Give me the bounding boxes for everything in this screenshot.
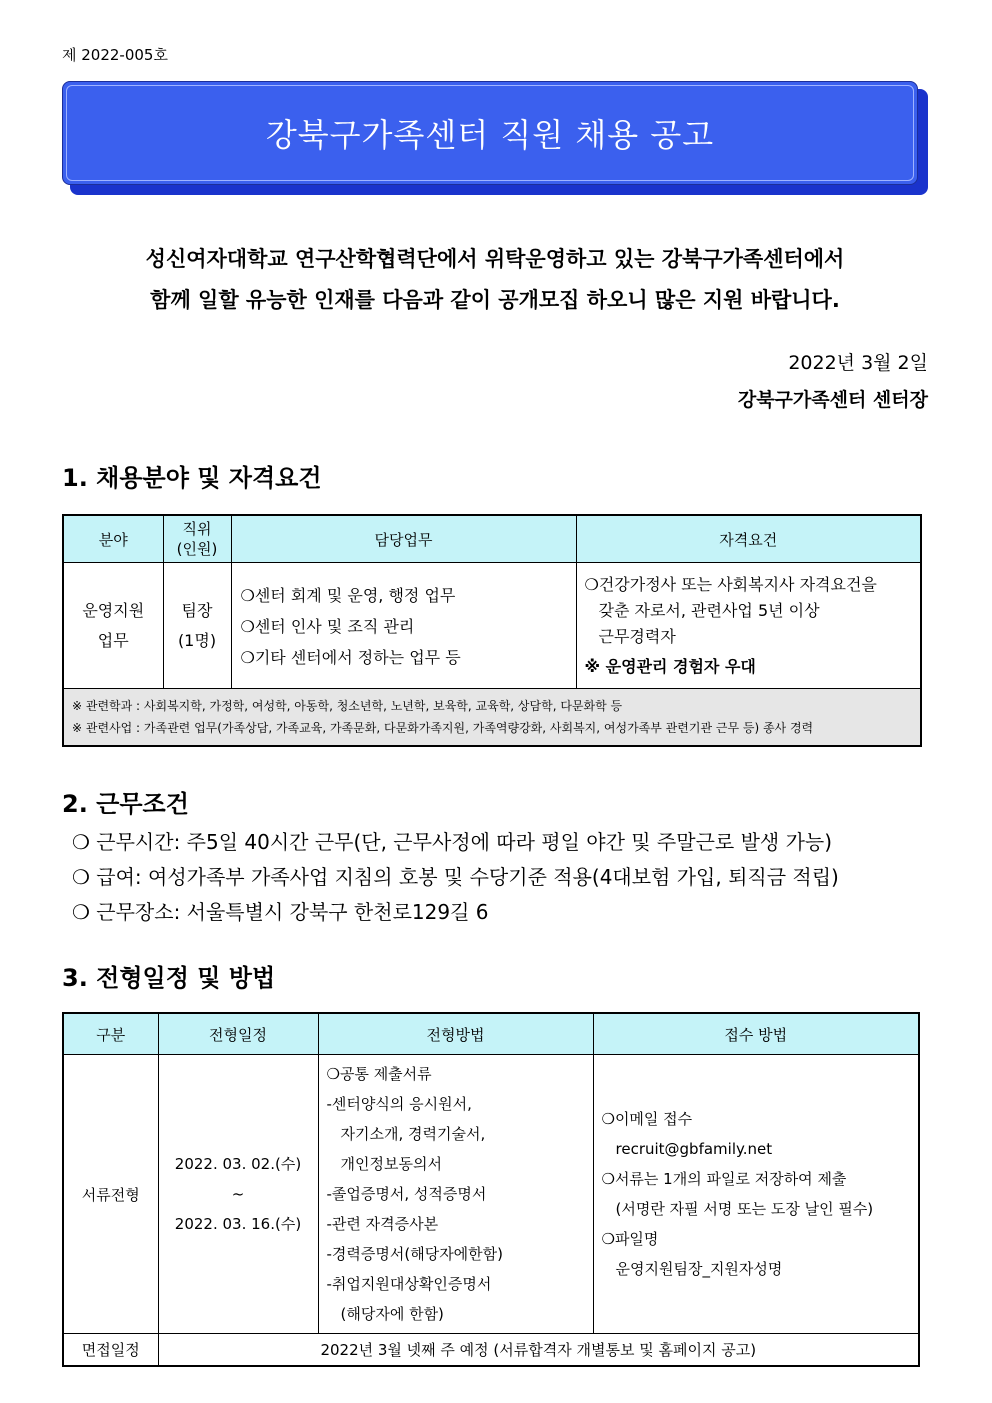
schedule-table-header (63, 1013, 919, 1055)
receipt-email-address: recruit@gbfamily.net (615, 1140, 773, 1158)
row1-schedule-separator: ~ (231, 1185, 245, 1203)
recruitment-table-header (63, 515, 921, 563)
duty-item-1: ❍센터 회계 및 운영, 행정 업무 (240, 586, 456, 605)
condition-salary: ❍ 급여: 여성가족부 가족사업 지침의 호봉 및 수당기준 적용(4대보험 가입, 퇴직금 적립) (72, 865, 839, 889)
method-line: (해당자에 한함) (340, 1305, 444, 1323)
row1-schedule (158, 1055, 318, 1334)
section2-title: 2. 근무조건 (62, 790, 189, 818)
header-schedule: 전형일정 (158, 1013, 318, 1055)
row1-schedule-end: 2022. 03. 16.(수) (174, 1215, 302, 1233)
position-line2: (1명) (177, 630, 217, 650)
position-cell (163, 563, 231, 689)
duty-cell (231, 563, 576, 689)
row1-method (318, 1055, 593, 1334)
announcement-date: 2022년 3월 2일 (788, 352, 928, 374)
intro-line-1: 성신여자대학교 연구산학협력단에서 위탁운영하고 있는 강북구가족센터에서 (145, 247, 845, 271)
qualification-cell (576, 563, 921, 689)
header-receipt: 접수 방법 (593, 1013, 919, 1055)
notes-cell (63, 689, 921, 747)
qual-preference: ※ 운영관리 경험자 우대 (584, 656, 756, 676)
method-line: 개인정보동의서 (340, 1155, 442, 1173)
position-line1: 팀장 (181, 600, 213, 620)
duty-item-2: ❍센터 인사 및 조직 관리 (240, 617, 415, 636)
field-line1: 운영지원 (82, 600, 145, 620)
title-banner (62, 81, 918, 185)
row2-category: 면접일정 (63, 1334, 158, 1366)
method-line: -경력증명서(해당자에한함) (326, 1245, 504, 1263)
header-duty: 담당업무 (231, 515, 576, 563)
document-number: 제 2022-005호 (62, 46, 168, 64)
row1-schedule-start: 2022. 03. 02.(수) (174, 1155, 302, 1173)
method-line: -센터양식의 응시원서, (326, 1095, 472, 1113)
method-line: -졸업증명서, 성적증명서 (326, 1185, 487, 1203)
section3-title: 3. 전형일정 및 방법 (62, 964, 276, 992)
qual-line-2: 갖춘 자로서, 관련사업 5년 이상 (598, 600, 820, 620)
section1-title: 1. 채용분야 및 자격요건 (62, 464, 322, 492)
row2-text: 2022년 3월 넷째 주 예정 (서류합격자 개별통보 및 홈페이지 공고) (158, 1334, 919, 1366)
receipt-line: ❍서류는 1개의 파일로 저장하여 제출 (601, 1170, 847, 1188)
notes-row (63, 689, 921, 747)
signer: 강북구가족센터 센터장 (737, 389, 928, 411)
receipt-line: ❍이메일 접수 (601, 1110, 693, 1128)
recruitment-table (62, 514, 922, 747)
header-field: 분야 (63, 515, 163, 563)
header-position-line2: (인원) (176, 540, 218, 558)
method-line: -관련 자격증사본 (326, 1215, 439, 1233)
header-qualification: 자격요건 (576, 515, 921, 563)
header-category: 구분 (63, 1013, 158, 1055)
note-related-majors: ※ 관련학과 : 사회복지학, 가정학, 여성학, 아동학, 청소년학, 노년학, 보육학, 교육학, 상담학, 다문화학 등 (72, 699, 623, 713)
receipt-line: (서명란 자필 서명 또는 도장 날인 필수) (615, 1200, 874, 1218)
schedule-table (62, 1012, 920, 1367)
row1-receipt (593, 1055, 919, 1334)
note-related-work: ※ 관련사업 : 가족관련 업무(가족상담, 가족교육, 가족문화, 다문화가족지원, 가족역량강화, 사회복지, 여성가족부 관련기관 근무 등) 종사 경력 (72, 721, 814, 735)
recruitment-row (63, 563, 921, 689)
method-line: 자기소개, 경력기술서, (340, 1125, 486, 1143)
receipt-line: 운영지원팀장_지원자성명 (615, 1260, 783, 1278)
condition-location: ❍ 근무장소: 서울특별시 강북구 한천로129길 6 (72, 900, 489, 924)
interview-row (63, 1334, 919, 1366)
qual-line-1: ❍건강가정사 또는 사회복지사 자격요건을 (584, 574, 877, 594)
method-line: ❍공통 제출서류 (326, 1065, 432, 1083)
qual-line-3: 근무경력자 (598, 626, 676, 646)
header-position (163, 515, 231, 563)
receipt-line: ❍파일명 (601, 1230, 659, 1248)
method-line: -취업지원대상확인증명서 (326, 1275, 492, 1293)
condition-hours: ❍ 근무시간: 주5일 40시간 근무(단, 근무사정에 따라 평일 야간 및 주말근로 발생 가능) (72, 830, 833, 854)
row1-category: 서류전형 (63, 1055, 158, 1334)
document-screening-row (63, 1055, 919, 1334)
page-title: 강북구가족센터 직원 채용 공고 (265, 116, 715, 154)
intro-line-2: 함께 일할 유능한 인재를 다음과 같이 공개모집 하오니 많은 지원 바랍니다. (150, 288, 840, 312)
field-line2: 업무 (97, 630, 129, 650)
duty-item-3: ❍기타 센터에서 정하는 업무 등 (240, 648, 461, 667)
header-method: 전형방법 (318, 1013, 593, 1055)
field-cell (63, 563, 163, 689)
header-position-line1: 직위 (182, 520, 212, 538)
